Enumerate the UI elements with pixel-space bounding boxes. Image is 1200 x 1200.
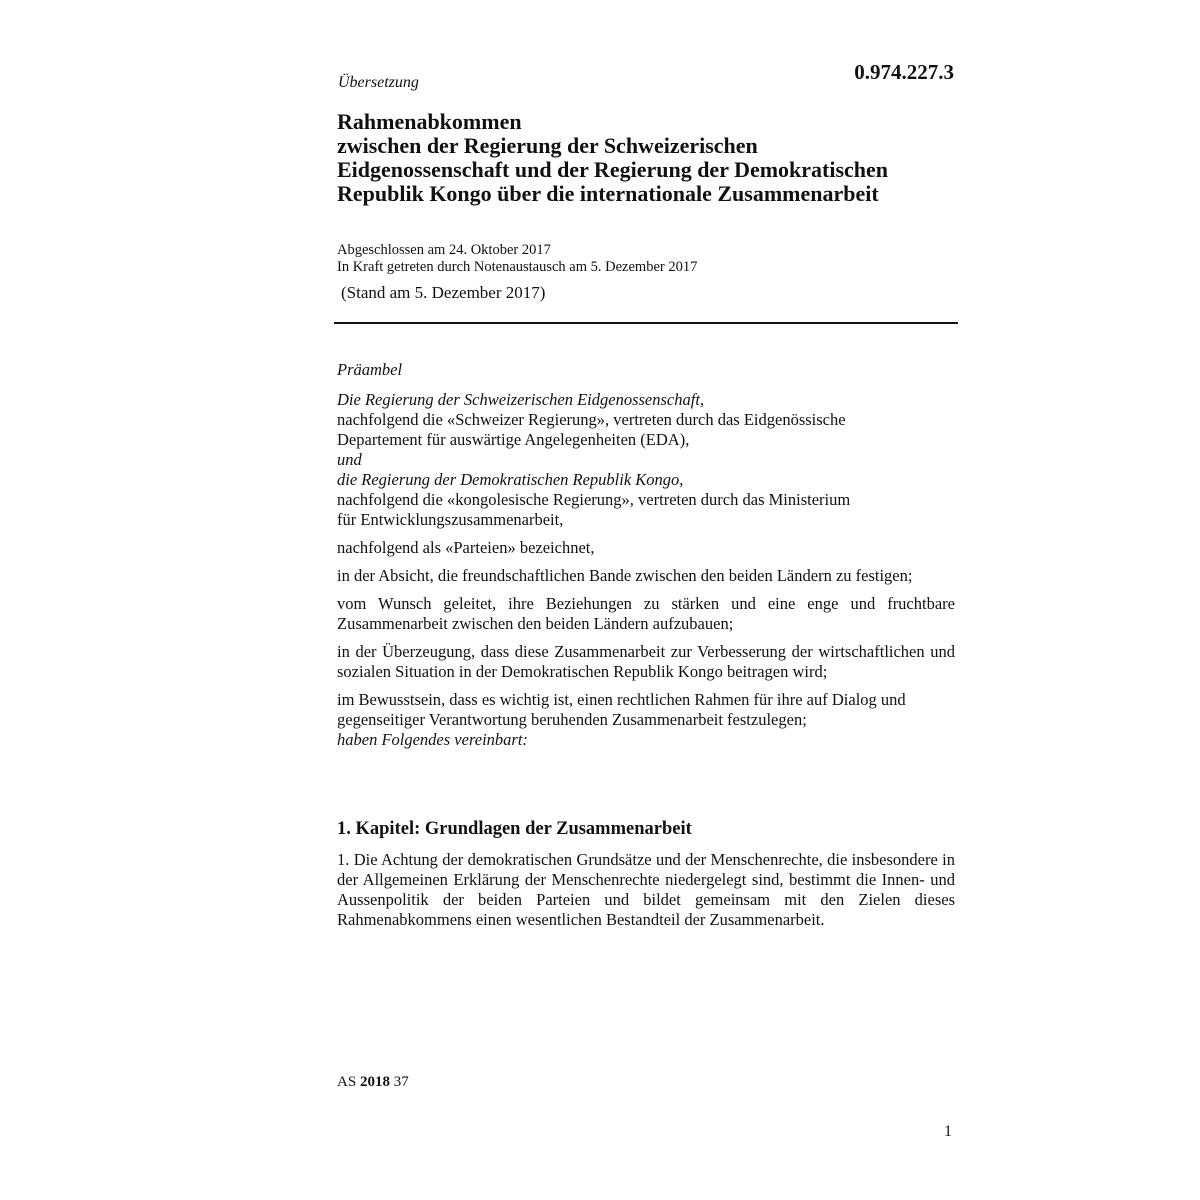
translation-label: Übersetzung [338,74,419,91]
party2-description: für Entwicklungszusammenarbeit, [337,510,564,529]
title-line: Rahmenabkommen [337,109,522,134]
parties-block [337,390,955,530]
page-number: 1 [944,1123,952,1140]
article-paragraph: 1. Die Achtung der demokratischen Grundsätze und der Menschenrechte, die insbesondere in der Allgemeinen Erklärung der Menschenrechte niedergelegt sind, bestimmt die Innen- und Aussenpolitik der beiden Parteien und bildet gemeinsam mit den Zielen dieses Rahmenabkommens einen wesentlichen Bestandteil der Zusammenarbeit. [337,850,955,929]
document-meta [337,242,697,276]
party1-description: nachfolgend die «Schweizer Regierung», vertreten durch das Eidgenössische [337,410,846,429]
parties-designation: nachfolgend als «Parteien» bezeichnet, [337,538,595,557]
status-date: (Stand am 5. Dezember 2017) [341,283,546,302]
recital: in der Überzeugung, dass diese Zusammenarbeit zur Verbesserung der wirtschaftlichen und sozialen Situation in der Demokratischen Republik Kongo beitragen wird; [337,642,955,681]
sr-number: 0.974.227.3 [854,60,954,84]
document-title [337,110,977,206]
as-year: 2018 [359,1074,390,1090]
recital: in der Absicht, die freundschaftlichen Bande zwischen den beiden Ländern zu festigen; [337,566,913,585]
recital: vom Wunsch geleitet, ihre Beziehungen zu stärken und eine enge und fruchtbare Zusammenarbeit zwischen den beiden Ländern aufzubauen; [337,594,955,633]
conjunction: und [337,450,362,469]
as-prefix: AS [337,1074,357,1090]
party1-description: Departement für auswärtige Angelegenheiten (EDA), [337,430,690,449]
preamble-heading: Präambel [337,360,403,379]
in-force-date: In Kraft getreten durch Notenaustausch am 5. Dezember 2017 [337,259,698,275]
party1-name: Die Regierung der Schweizerischen Eidgenossenschaft, [337,390,705,409]
as-page: 37 [393,1074,409,1090]
party2-description: nachfolgend die «kongolesische Regierung», vertreten durch das Ministerium [337,490,851,509]
official-collection-reference [337,1074,409,1091]
header-divider [334,322,958,324]
party2-name: die Regierung der Demokratischen Republik Kongo, [337,470,684,489]
agreed-clause: haben Folgendes vereinbart: [337,730,528,749]
recital: im Bewusstsein, dass es wichtig ist, einen rechtlichen Rahmen für ihre auf Dialog und gegenseitiger Verantwortung beruhenden Zusammenarbeit festzulegen; [337,690,906,729]
chapter-heading: 1. Kapitel: Grundlagen der Zusammenarbeit [337,819,692,839]
preamble [337,360,955,750]
title-line: zwischen der Regierung der Schweizerischen [337,133,758,158]
title-line: Republik Kongo über die internationale Zusammenarbeit [337,181,879,206]
title-line: Eidgenossenschaft und der Regierung der Demokratischen [337,157,889,182]
concluded-date: Abgeschlossen am 24. Oktober 2017 [337,242,551,258]
